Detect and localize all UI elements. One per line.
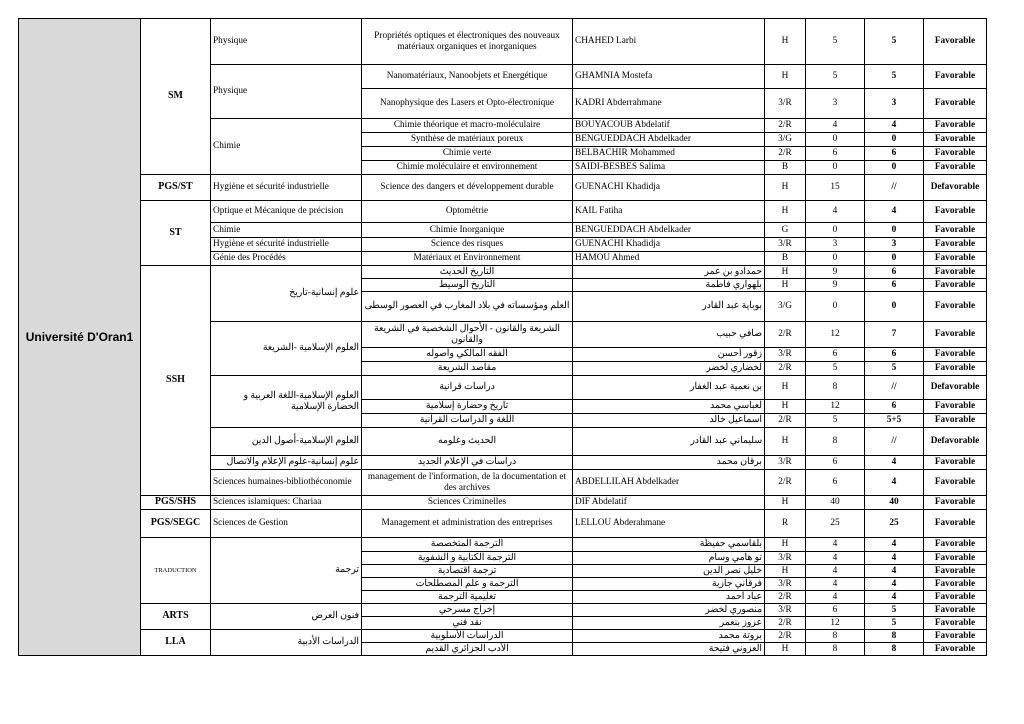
requested-count-cell: 6 — [806, 470, 865, 496]
grade-cell: H — [765, 279, 806, 292]
decision-cell: Defavorable — [924, 175, 987, 201]
decision-cell: Favorable — [924, 119, 987, 133]
supervisor-cell: بروتة محمد — [573, 630, 765, 643]
requested-count-cell: 0 — [806, 161, 865, 175]
domain-cell: Sciences humaines-bibliothéconomie — [211, 470, 362, 496]
requested-count-cell: 5 — [806, 414, 865, 428]
granted-count-cell: 4 — [865, 538, 924, 552]
decision-cell: Favorable — [924, 414, 987, 428]
requested-count-cell: 12 — [806, 400, 865, 414]
grade-cell: 2/R — [765, 362, 806, 376]
supervisor-cell: GUENACHI Khadidja — [573, 238, 765, 252]
granted-count-cell: 4 — [865, 456, 924, 470]
faculty-cell: LLA — [141, 630, 211, 656]
decision-cell: Favorable — [924, 470, 987, 496]
domain-cell: الدراسات الأدبية — [211, 630, 362, 656]
grade-cell: H — [765, 376, 806, 400]
domain-cell: Chimie — [211, 223, 362, 238]
grade-cell: H — [765, 266, 806, 279]
specialty-cell: Chimie théorique et macro-moléculaire — [362, 119, 573, 133]
granted-count-cell: 0 — [865, 292, 924, 322]
specialty-cell: Chimie moléculaire et environnement — [362, 161, 573, 175]
supervisor-cell: اسماعيل خالد — [573, 414, 765, 428]
domain-cell: علوم إنسانية-علوم الإعلام والاتصال — [211, 456, 362, 470]
decision-cell: Favorable — [924, 630, 987, 643]
table-row — [19, 201, 987, 223]
requested-count-cell: 9 — [806, 279, 865, 292]
supervisor-cell: HAMOU Ahmed — [573, 252, 765, 266]
requested-count-cell: 0 — [806, 252, 865, 266]
granted-count-cell: 0 — [865, 252, 924, 266]
table-row — [19, 510, 987, 538]
specialty-cell: التاريخ الحديث — [362, 266, 573, 279]
specialty-cell: ترجمة اقتصادية — [362, 565, 573, 578]
granted-count-cell: 5 — [865, 19, 924, 65]
domain-cell: ترجمة — [211, 538, 362, 604]
requested-count-cell: 12 — [806, 617, 865, 630]
grade-cell: H — [765, 428, 806, 456]
domain-cell: Physique — [211, 19, 362, 65]
grade-cell: H — [765, 201, 806, 223]
granted-count-cell: 5+5 — [865, 414, 924, 428]
faculty-cell: ST — [141, 201, 211, 266]
specialty-cell: الترجمة المتخصصة — [362, 538, 573, 552]
grade-cell: 3/R — [765, 456, 806, 470]
granted-count-cell: 4 — [865, 565, 924, 578]
grade-cell: 3/R — [765, 552, 806, 565]
grade-cell: 3/R — [765, 578, 806, 591]
requested-count-cell: 3 — [806, 238, 865, 252]
decision-cell: Favorable — [924, 201, 987, 223]
programs-table-body — [19, 19, 987, 656]
faculty-cell: PGS/SHS — [141, 496, 211, 510]
specialty-cell: Optométrie — [362, 201, 573, 223]
granted-count-cell: 4 — [865, 119, 924, 133]
faculty-cell: PGS/ST — [141, 175, 211, 201]
granted-count-cell: 5 — [865, 362, 924, 376]
grade-cell: 2/R — [765, 617, 806, 630]
requested-count-cell: 25 — [806, 510, 865, 538]
supervisor-cell: KADRI Abderrahmane — [573, 89, 765, 119]
supervisor-cell: GUENACHI Khadidja — [573, 175, 765, 201]
decision-cell: Favorable — [924, 565, 987, 578]
grade-cell: H — [765, 400, 806, 414]
supervisor-cell: GHAMNIA Mostefa — [573, 65, 765, 89]
table-row — [19, 175, 987, 201]
grade-cell: H — [765, 538, 806, 552]
requested-count-cell: 8 — [806, 376, 865, 400]
granted-count-cell: 6 — [865, 266, 924, 279]
supervisor-cell: بلهواري فاطمة — [573, 279, 765, 292]
requested-count-cell: 4 — [806, 591, 865, 604]
supervisor-cell: BELBACHIR Mohammed — [573, 147, 765, 161]
granted-count-cell: 4 — [865, 578, 924, 591]
granted-count-cell: 4 — [865, 201, 924, 223]
granted-count-cell: 5 — [865, 65, 924, 89]
domain-cell: Génie des Procédés — [211, 252, 362, 266]
supervisor-cell: LELLOU Abderahmane — [573, 510, 765, 538]
supervisor-cell: زقور أحسن — [573, 348, 765, 362]
university-cell: Université D'Oran1 — [19, 19, 141, 656]
grade-cell: H — [765, 65, 806, 89]
decision-cell: Favorable — [924, 617, 987, 630]
granted-count-cell: 0 — [865, 133, 924, 147]
faculty-cell: TRADUCTION — [141, 538, 211, 604]
supervisor-cell: بلقاسمي حفيظة — [573, 538, 765, 552]
decision-cell: Favorable — [924, 19, 987, 65]
requested-count-cell: 0 — [806, 292, 865, 322]
supervisor-cell: لعباسي محمد — [573, 400, 765, 414]
specialty-cell: الشريعة والقانون - الأحوال الشخصية في الشريعة والقانون — [362, 322, 573, 348]
granted-count-cell: 40 — [865, 496, 924, 510]
grade-cell: 3/R — [765, 604, 806, 617]
supervisor-cell: صافي حبيب — [573, 322, 765, 348]
requested-count-cell: 4 — [806, 565, 865, 578]
grade-cell: 3/R — [765, 238, 806, 252]
supervisor-cell: KAIL Fatiha — [573, 201, 765, 223]
grade-cell: 2/R — [765, 591, 806, 604]
grade-cell: H — [765, 175, 806, 201]
requested-count-cell: 6 — [806, 456, 865, 470]
supervisor-cell: BENGUEDDACH Abdelkader — [573, 133, 765, 147]
specialty-cell: نقد فني — [362, 617, 573, 630]
grade-cell: 2/R — [765, 147, 806, 161]
specialty-cell: التاريخ الوسيط — [362, 279, 573, 292]
specialty-cell: مقاصد الشريعة — [362, 362, 573, 376]
granted-count-cell: 25 — [865, 510, 924, 538]
decision-cell: Favorable — [924, 348, 987, 362]
specialty-cell: إخراج مسرحي — [362, 604, 573, 617]
grade-cell: H — [765, 565, 806, 578]
granted-count-cell: 5 — [865, 617, 924, 630]
supervisor-cell: بوباية عبد القادر — [573, 292, 765, 322]
requested-count-cell: 6 — [806, 604, 865, 617]
specialty-cell: الترجمة الكتابية و الشفوية — [362, 552, 573, 565]
decision-cell: Favorable — [924, 496, 987, 510]
supervisor-cell: العزوني فتيحة — [573, 643, 765, 656]
granted-count-cell: 8 — [865, 643, 924, 656]
supervisor-cell: DIF Abdelatif — [573, 496, 765, 510]
granted-count-cell: 4 — [865, 591, 924, 604]
specialty-cell: Chimie Inorganique — [362, 223, 573, 238]
supervisor-cell: SAIDI-BESBES Salima — [573, 161, 765, 175]
decision-cell: Favorable — [924, 147, 987, 161]
specialty-cell: الترجمة و علم المصطلحات — [362, 578, 573, 591]
table-row — [19, 19, 987, 65]
specialty-cell: دراسات قرانية — [362, 376, 573, 400]
specialty-cell: Management et administration des entreprises — [362, 510, 573, 538]
specialty-cell: Sciences Criminelles — [362, 496, 573, 510]
specialty-cell: Nanophysique des Lasers et Opto-électronique — [362, 89, 573, 119]
supervisor-cell: لخضاري لخضر — [573, 362, 765, 376]
table-row — [19, 266, 987, 279]
supervisor-cell: ABDELLILAH Abdelkader — [573, 470, 765, 496]
grade-cell: B — [765, 161, 806, 175]
requested-count-cell: 0 — [806, 223, 865, 238]
domain-cell: Hygiène et sécurité industrielle — [211, 175, 362, 201]
supervisor-cell: منصوري لخضر — [573, 604, 765, 617]
requested-count-cell: 40 — [806, 496, 865, 510]
domain-cell: العلوم الإسلامية-أصول الدين — [211, 428, 362, 456]
grade-cell: 2/R — [765, 119, 806, 133]
requested-count-cell: 8 — [806, 630, 865, 643]
supervisor-cell: BENGUEDDACH Abdelkader — [573, 223, 765, 238]
table-row — [19, 604, 987, 617]
decision-cell: Favorable — [924, 552, 987, 565]
grade-cell: G — [765, 223, 806, 238]
supervisor-cell: خليل نصر الدين — [573, 565, 765, 578]
specialty-cell: الدراسات الأسلوبية — [362, 630, 573, 643]
faculty-cell: ARTS — [141, 604, 211, 630]
granted-count-cell: 3 — [865, 238, 924, 252]
table-row — [19, 538, 987, 552]
domain-cell: علوم إنسانية-تاريخ — [211, 266, 362, 322]
specialty-cell: الأدب الجزائري القديم — [362, 643, 573, 656]
requested-count-cell: 4 — [806, 538, 865, 552]
faculty-cell: PGS/SEGC — [141, 510, 211, 538]
domain-cell: Sciences de Gestion — [211, 510, 362, 538]
decision-cell: Favorable — [924, 400, 987, 414]
specialty-cell: العلم ومؤسساته في بلاد المغارب في العصور الوسطى — [362, 292, 573, 322]
supervisor-cell: برقان محمد — [573, 456, 765, 470]
decision-cell: Favorable — [924, 89, 987, 119]
grade-cell: H — [765, 496, 806, 510]
requested-count-cell: 4 — [806, 119, 865, 133]
domain-cell: Chimie — [211, 119, 362, 175]
requested-count-cell: 4 — [806, 552, 865, 565]
granted-count-cell: 3 — [865, 89, 924, 119]
requested-count-cell: 3 — [806, 89, 865, 119]
decision-cell: Favorable — [924, 279, 987, 292]
grade-cell: 3/R — [765, 89, 806, 119]
grade-cell: 2/R — [765, 470, 806, 496]
specialty-cell: الفقه المالكي وأصوله — [362, 348, 573, 362]
supervisor-cell: CHAHED Larbi — [573, 19, 765, 65]
requested-count-cell: 4 — [806, 578, 865, 591]
supervisor-cell: عزوز بنعمر — [573, 617, 765, 630]
domain-cell: العلوم الإسلامية-اللغة العربية و الحضارة الإسلامية — [211, 376, 362, 428]
domain-cell: Sciences islamiques: Chariaa — [211, 496, 362, 510]
requested-count-cell: 5 — [806, 19, 865, 65]
decision-cell: Favorable — [924, 238, 987, 252]
requested-count-cell: 6 — [806, 348, 865, 362]
decision-cell: Favorable — [924, 266, 987, 279]
table-row — [19, 630, 987, 643]
specialty-cell: اللغة و الدراسات القرآنية — [362, 414, 573, 428]
granted-count-cell: 5 — [865, 604, 924, 617]
requested-count-cell: 12 — [806, 322, 865, 348]
decision-cell: Favorable — [924, 456, 987, 470]
decision-cell: Favorable — [924, 362, 987, 376]
granted-count-cell: 0 — [865, 161, 924, 175]
domain-cell: فنون العرض — [211, 604, 362, 630]
decision-cell: Favorable — [924, 322, 987, 348]
decision-cell: Favorable — [924, 643, 987, 656]
decision-cell: Favorable — [924, 223, 987, 238]
decision-cell: Favorable — [924, 591, 987, 604]
specialty-cell: Matériaux et Environnement — [362, 252, 573, 266]
specialty-cell: Synthèse de matériaux poreux — [362, 133, 573, 147]
specialty-cell: تاريخ وحضارة إسلامية — [362, 400, 573, 414]
requested-count-cell: 8 — [806, 428, 865, 456]
requested-count-cell: 8 — [806, 643, 865, 656]
supervisor-cell: بن نعمية عبد الغفار — [573, 376, 765, 400]
specialty-cell: Science des dangers et développement durable — [362, 175, 573, 201]
grade-cell: B — [765, 252, 806, 266]
requested-count-cell: 0 — [806, 133, 865, 147]
domain-cell: Physique — [211, 65, 362, 119]
decision-cell: Defavorable — [924, 376, 987, 400]
granted-count-cell: 6 — [865, 279, 924, 292]
supervisor-cell: عباد أحمد — [573, 591, 765, 604]
grade-cell: 3/G — [765, 133, 806, 147]
granted-count-cell: 4 — [865, 470, 924, 496]
supervisor-cell: سليماني عبد القادر — [573, 428, 765, 456]
decision-cell: Favorable — [924, 292, 987, 322]
specialty-cell: management de l'information, de la documentation et des archives — [362, 470, 573, 496]
requested-count-cell: 6 — [806, 147, 865, 161]
decision-cell: Favorable — [924, 252, 987, 266]
supervisor-cell: تو هامي وسام — [573, 552, 765, 565]
domain-cell: Optique et Mécanique de précision — [211, 201, 362, 223]
decision-cell: Favorable — [924, 65, 987, 89]
faculty-cell: SM — [141, 19, 211, 175]
specialty-cell: Chimie verte — [362, 147, 573, 161]
granted-count-cell: // — [865, 175, 924, 201]
grade-cell: 3/R — [765, 348, 806, 362]
requested-count-cell: 15 — [806, 175, 865, 201]
granted-count-cell: // — [865, 376, 924, 400]
programs-table — [18, 18, 987, 656]
requested-count-cell: 4 — [806, 201, 865, 223]
granted-count-cell: 0 — [865, 223, 924, 238]
specialty-cell: Nanomatériaux, Nanoobjets et Energétique — [362, 65, 573, 89]
decision-cell: Favorable — [924, 510, 987, 538]
decision-cell: Favorable — [924, 578, 987, 591]
decision-cell: Defavorable — [924, 428, 987, 456]
requested-count-cell: 5 — [806, 65, 865, 89]
table-row — [19, 496, 987, 510]
grade-cell: H — [765, 643, 806, 656]
granted-count-cell: 8 — [865, 630, 924, 643]
faculty-cell: SSH — [141, 266, 211, 496]
supervisor-cell: حمدادو بن عمر — [573, 266, 765, 279]
supervisor-cell: BOUYACOUB Abdelatif — [573, 119, 765, 133]
grade-cell: 2/R — [765, 630, 806, 643]
requested-count-cell: 5 — [806, 362, 865, 376]
grade-cell: R — [765, 510, 806, 538]
granted-count-cell: 4 — [865, 552, 924, 565]
decision-cell: Favorable — [924, 538, 987, 552]
grade-cell: H — [765, 19, 806, 65]
granted-count-cell: // — [865, 428, 924, 456]
decision-cell: Favorable — [924, 604, 987, 617]
supervisor-cell: فرقاني جازية — [573, 578, 765, 591]
grade-cell: 2/R — [765, 322, 806, 348]
granted-count-cell: 6 — [865, 400, 924, 414]
granted-count-cell: 7 — [865, 322, 924, 348]
grade-cell: 3/G — [765, 292, 806, 322]
domain-cell: Hygiène et sécurité industrielle — [211, 238, 362, 252]
grade-cell: 2/R — [765, 414, 806, 428]
specialty-cell: Science des risques — [362, 238, 573, 252]
domain-cell: العلوم الإسلامية -الشريعة — [211, 322, 362, 376]
decision-cell: Favorable — [924, 133, 987, 147]
specialty-cell: دراسات في الإعلام الجديد — [362, 456, 573, 470]
requested-count-cell: 9 — [806, 266, 865, 279]
specialty-cell: Propriétés optiques et électroniques des nouveaux matériaux organiques et inorganiques — [362, 19, 573, 65]
decision-cell: Favorable — [924, 161, 987, 175]
granted-count-cell: 6 — [865, 147, 924, 161]
granted-count-cell: 6 — [865, 348, 924, 362]
specialty-cell: تعليمية الترجمة — [362, 591, 573, 604]
specialty-cell: الحديث وعلومه — [362, 428, 573, 456]
